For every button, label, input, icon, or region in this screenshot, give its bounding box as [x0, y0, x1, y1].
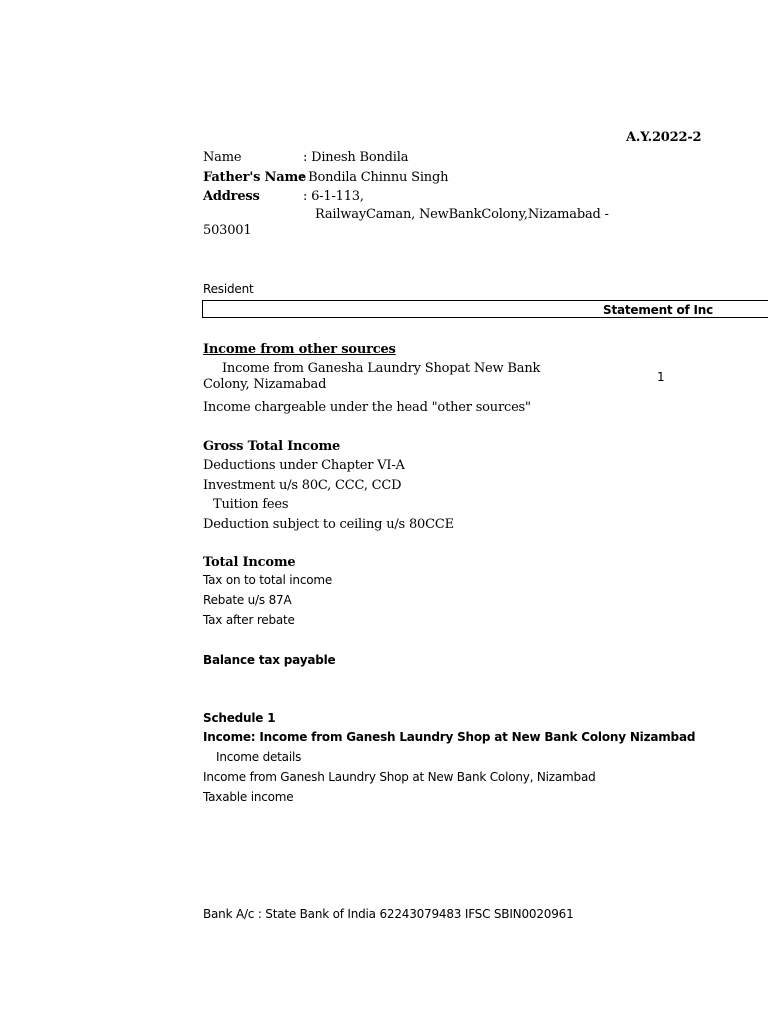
- statement-title: Statement of Inc: [603, 303, 714, 317]
- bank-account-line: Bank A/c : State Bank of India 62243079483 IFSC SBIN0020961: [203, 907, 574, 921]
- tuition-fees: Tuition fees: [213, 497, 289, 512]
- assessment-year: A.Y.2022-2: [626, 130, 702, 145]
- income-chargeable-line: Income chargeable under the head "other sources": [203, 400, 531, 415]
- address-label: Address: [203, 189, 260, 204]
- gross-total-income: Gross Total Income: [203, 439, 341, 454]
- father-name-label: Father's Name: [203, 170, 307, 185]
- ceiling-deduction: Deduction subject to ceiling u/s 80CCE: [203, 517, 454, 532]
- tax-on-total-income: Tax on to total income: [203, 573, 333, 587]
- address-line-3: 503001: [203, 223, 252, 238]
- schedule-subtitle: Income: Income from Ganesh Laundry Shop at New Bank Colony Nizambad: [203, 730, 696, 744]
- name-value: : Dinesh Bondila: [303, 150, 409, 165]
- income-item-reference: 1: [657, 370, 665, 384]
- income-item-line-2: Colony, Nizamabad: [203, 377, 327, 392]
- residential-status: Resident: [203, 282, 254, 296]
- address-line-2: RailwayCaman, NewBankColony,Nizamabad -: [315, 207, 609, 222]
- address-line-1: : 6-1-113,: [303, 189, 364, 204]
- balance-tax-payable: Balance tax payable: [203, 653, 336, 667]
- tax-after-rebate: Tax after rebate: [203, 613, 295, 627]
- rebate-87a: Rebate u/s 87A: [203, 593, 292, 607]
- name-label: Name: [203, 150, 242, 165]
- income-other-sources-heading: Income from other sources: [203, 342, 396, 357]
- father-name-value: : Bondila Chinnu Singh: [300, 170, 449, 185]
- schedule-title: Schedule 1: [203, 711, 276, 725]
- total-income: Total Income: [203, 555, 296, 570]
- income-item-line-1: Income from Ganesha Laundry Shopat New Bank: [222, 361, 541, 376]
- schedule-detail-line: Income from Ganesh Laundry Shop at New Bank Colony, Nizambad: [203, 770, 596, 784]
- schedule-income-details: Income details: [216, 750, 302, 764]
- deductions-heading: Deductions under Chapter VI-A: [203, 458, 405, 473]
- schedule-taxable-income: Taxable income: [203, 790, 294, 804]
- investment-deduction: Investment u/s 80C, CCC, CCD: [203, 478, 402, 493]
